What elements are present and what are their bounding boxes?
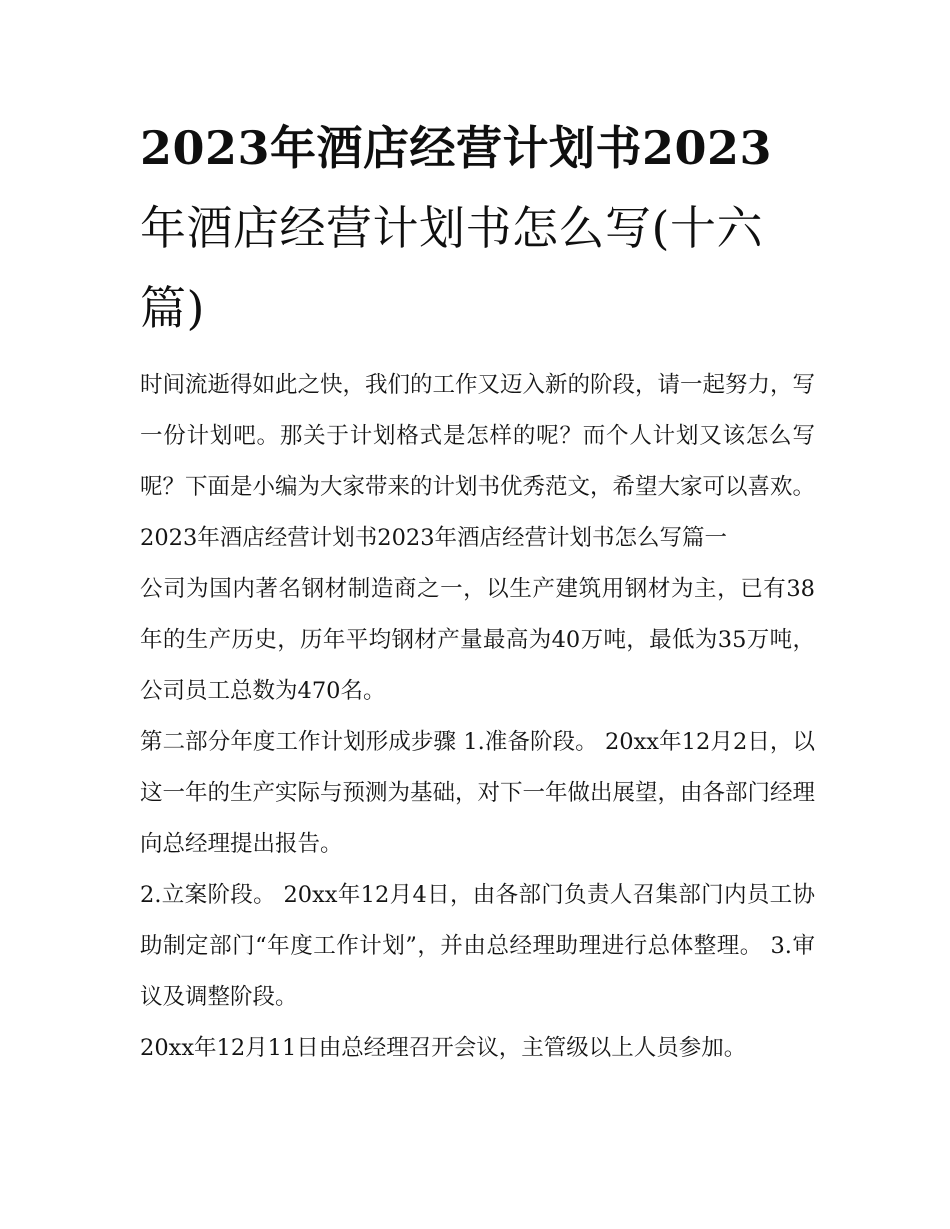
steps-paragraph: 第二部分年度工作计划形成步骤 1.准备阶段。 20xx年12月2日，以这一年的生产实际与预测为基础，对下一年做出展望，由各部门经理向总经理提出报告。: [140, 729, 816, 857]
intro-paragraph: 时间流逝得如此之快，我们的工作又迈入新的阶段，请一起努力，写一份计划吧。那关于计划格式是怎样的呢？而个人计划又该怎么写呢？下面是小编为大家带来的计划书优秀范文，希望大家可以喜欢。: [140, 372, 816, 500]
document-title-rest: 年酒店经营计划书怎么写(十六篇): [140, 201, 763, 335]
company-paragraph: 公司为国内著名钢材制造商之一，以生产建筑用钢材为主，已有38年的生产历史，历年平均钢材产量最高为40万吨，最低为35万吨，公司员工总数为470名。: [140, 576, 815, 704]
document-title: [140, 108, 815, 348]
document-body: [140, 108, 815, 1074]
document-title-bold: 2023年酒店经营计划书2023: [140, 121, 773, 175]
section-heading: 2023年酒店经营计划书2023年酒店经营计划书怎么写篇一: [140, 525, 728, 551]
meeting-paragraph: 20xx年12月11日由总经理召开会议，主管级以上人员参加。: [140, 1035, 747, 1061]
filing-paragraph: 2.立案阶段。 20xx年12月4日，由各部门负责人召集部门内员工协助制定部门“年度工作计划”，并由总经理助理进行总体整理。 3.审议及调整阶段。: [140, 882, 815, 1010]
